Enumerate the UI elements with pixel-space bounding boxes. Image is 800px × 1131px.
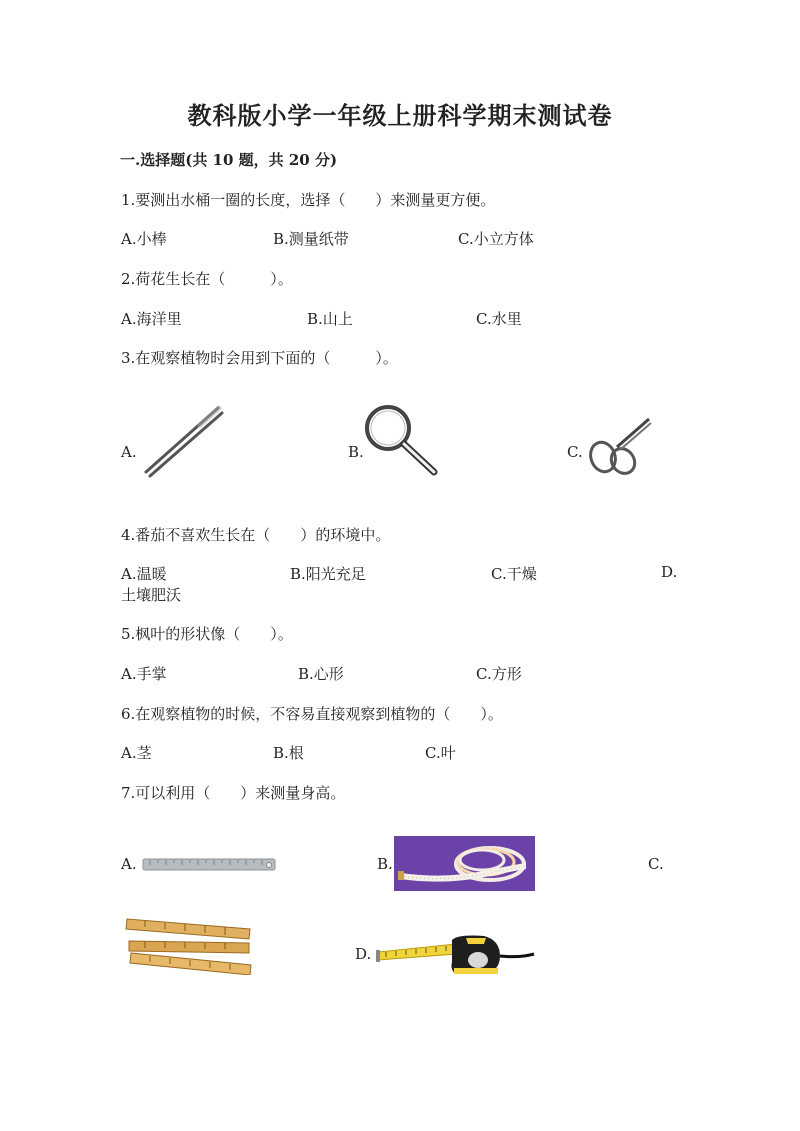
question-7-option-c[interactable]: C. — [648, 855, 664, 873]
question-7-option-d[interactable]: D. — [355, 945, 372, 963]
question-4-option-d[interactable]: D. — [661, 563, 678, 581]
question-7-stem: 7.可以利用（ ）来测量身高。 — [121, 784, 346, 802]
chopsticks-icon — [138, 402, 228, 478]
question-5-option-b[interactable]: B.心形 — [298, 665, 344, 683]
question-4-stem: 4.番茄不喜欢生长在（ ）的环境中。 — [121, 526, 391, 544]
magnifying-glass-icon — [362, 402, 442, 480]
question-3-option-c[interactable]: C. — [567, 443, 583, 461]
question-5-option-c[interactable]: C.方形 — [476, 665, 522, 683]
steel-ruler-icon — [142, 857, 276, 873]
question-6-option-a[interactable]: A.茎 — [121, 744, 152, 762]
question-4-option-b[interactable]: B.阳光充足 — [290, 565, 366, 583]
question-4-option-d-text[interactable]: 土壤肥沃 — [121, 586, 182, 604]
question-4-option-a[interactable]: A.温暖 — [121, 565, 167, 583]
question-2-stem: 2.荷花生长在（ ）。 — [121, 270, 293, 288]
question-1-option-a[interactable]: A.小棒 — [121, 230, 167, 248]
question-6-stem: 6.在观察植物的时候，不容易直接观察到植物的（ ）。 — [121, 705, 503, 723]
question-2-option-b[interactable]: B.山上 — [307, 310, 353, 328]
question-2-option-c[interactable]: C.水里 — [476, 310, 522, 328]
question-1-option-c[interactable]: C.小立方体 — [458, 230, 534, 248]
folding-ruler-icon — [125, 915, 255, 975]
scissors-icon — [585, 415, 655, 477]
question-7-option-a[interactable]: A. — [121, 855, 137, 873]
question-6-option-c[interactable]: C.叶 — [425, 744, 456, 762]
page-title: 教科版小学一年级上册科学期末测试卷 — [187, 101, 613, 130]
retractable-tape-measure-icon — [374, 932, 538, 978]
question-3-stem: 3.在观察植物时会用到下面的（ ）。 — [121, 349, 398, 367]
question-5-option-a[interactable]: A.手掌 — [121, 665, 167, 683]
question-3-option-a[interactable]: A. — [121, 443, 137, 461]
question-1-option-b[interactable]: B.测量纸带 — [273, 230, 349, 248]
section-heading: 一.选择题(共 10 题，共 20 分) — [120, 151, 338, 169]
question-6-option-b[interactable]: B.根 — [273, 744, 304, 762]
question-7-option-b[interactable]: B. — [377, 855, 393, 873]
question-4-option-c[interactable]: C.干燥 — [491, 565, 537, 583]
soft-tape-measure-icon — [394, 836, 535, 891]
question-2-option-a[interactable]: A.海洋里 — [121, 310, 182, 328]
question-3-option-b[interactable]: B. — [348, 443, 364, 461]
question-5-stem: 5.枫叶的形状像（ ）。 — [121, 625, 293, 643]
question-1-stem: 1.要测出水桶一圈的长度，选择（ ）来测量更方便。 — [121, 191, 496, 209]
